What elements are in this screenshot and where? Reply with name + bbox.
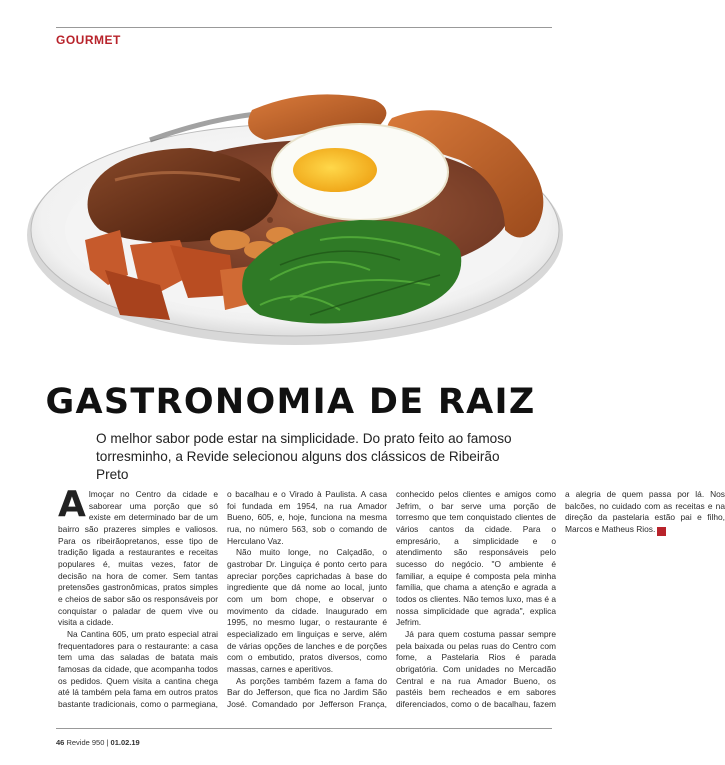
subtitle: O melhor sabor pode estar na simplicidade. Do prato feito ao famoso torresminho, a Revide selecionou alguns dos clássicos de Ribeirão Preto: [96, 431, 512, 482]
end-mark-icon: R: [657, 527, 666, 536]
article-paragraph-5-text: Já para quem costuma passar sempre pela baixada ou pelas ruas do Centro com fome, a Pastelaria Rios é parada obrigatória. Com unidades no Mercadão Central e na rua Amador Bueno, os pastéis bem recheados e em sabores diferenciados, como o de bacalhau, fazem a alegria de quem passa por lá. Nos balcões, no cuidado com as receitas e na direção da pastelaria estão pai e filho, Marcos e Matheus Rios.: [396, 489, 725, 709]
headline: GASTRONOMIA DE RAIZ: [45, 382, 536, 422]
article-paragraph-4: As porções também fazem a fama do Bar do Jefferson, que fica no Jardim São José. Comandado por Jefferson França, conhecido pelos clientes e amigos como Jefrim, o bar serve uma porção de torresmo que tem conquistado clientes de vários cantos da cidade. Para o empresário, a simplicidade e o atendimento são responsáveis pelo sucesso do negócio. "O ambiente é familiar, a equipe é composta pela minha família, que chama a atenção e agrada a todos os clientes. Não temos luxo, mas é a nossa simplicidade que agrada", explica Jefrim.: [227, 489, 556, 709]
magazine-name: Revide 950: [66, 738, 105, 747]
plate-of-food-illustration: [20, 70, 565, 370]
section-label: GOURMET: [56, 33, 121, 47]
article-body: [58, 484, 725, 721]
article-paragraph-3: Não muito longe, no Calçadão, o gastrobar Dr. Linguiça é ponto certo para apreciar porções caprichadas à base do ingrediente que dá nome ao local, junto com um bom chope, e observar o movimento da cidade. Inaugurado em 1995, no mesmo lugar, o restaurante é especializado em linguiças e serve, além de várias opções de lanches e de porções com o embutido, pratos diversos, como massas, carnes e aperitivos.: [227, 547, 387, 674]
article-paragraph-1: [58, 484, 218, 629]
footer-separator: |: [106, 738, 109, 747]
page-footer: [56, 738, 140, 747]
page-number: 46: [56, 738, 65, 747]
drop-cap: A: [58, 484, 86, 525]
article-paragraph-2: Na Cantina 605, um prato especial atrai frequentadores para o restaurante: a casa tem uma das saladas de batata mais famosas da cidade, que acompanha todos os pedidos. Quem visita a cantina chega até lá também pela fama em outros pratos bastante tradicionais, como o parmegiana, o bacalhau e o Virado à Paulista. A casa foi fundada em 1954, na rua Amador Bueno, 605, e, hoje, funciona na mesma rua, no número 563, sob o comando de Herculano Vaz.: [58, 489, 387, 709]
issue-date: 01.02.19: [110, 738, 140, 747]
bottom-rule: [56, 728, 552, 729]
top-rule: [56, 27, 552, 28]
article-paragraph-1-text: lmoçar no Centro da cidade e saborear uma porção que só existe em determinado bar de um bairro são prazeres simples e valiosos. Para os ribeirãopretanos, esse tipo de tradição ligada a restaurantes e receitas populares é, muitas vezes, fator de decisão na hora de comer. Sem tantas pretensões gastronômicas, pratos simples e cheios de sabor são os responsáveis por conquistar o paladar de quem vive ou visita a cidade.: [58, 489, 218, 628]
